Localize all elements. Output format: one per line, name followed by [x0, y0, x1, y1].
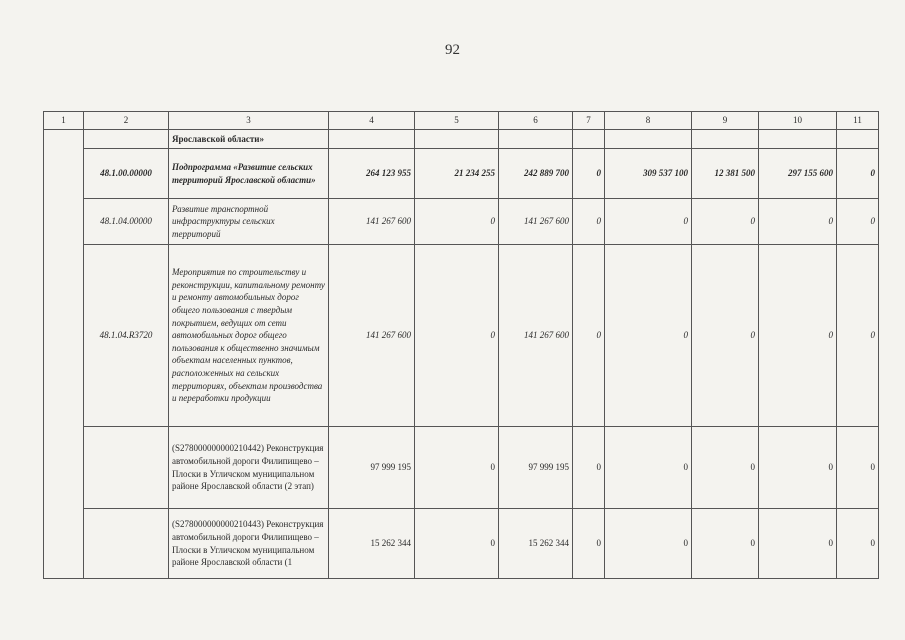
- row-description: Подпрограмма «Развитие сельских территорий Ярославской области»: [169, 149, 329, 199]
- value-col-10: [759, 130, 837, 149]
- value-col-11: 0: [837, 149, 879, 199]
- value-col-4: 97 999 195: [329, 427, 415, 509]
- value-col-10: 297 155 600: [759, 149, 837, 199]
- value-col-4: 15 262 344: [329, 509, 415, 579]
- table-row: [44, 199, 879, 245]
- row-description: (S278000000000210443) Реконструкция автомобильной дороги Филипищево – Плоски в Угличском муниципальном районе Ярославской области (1: [169, 509, 329, 579]
- value-col-7: 0: [573, 199, 605, 245]
- row-code: [84, 130, 169, 149]
- value-col-5: 0: [415, 199, 499, 245]
- value-col-4: [329, 130, 415, 149]
- table-row: [44, 509, 879, 579]
- value-col-4: 141 267 600: [329, 245, 415, 427]
- value-col-9: 12 381 500: [692, 149, 759, 199]
- column-number-11: 11: [837, 112, 879, 130]
- column-number-1: 1: [44, 112, 84, 130]
- column-number-2: 2: [84, 112, 169, 130]
- budget-table: [43, 111, 879, 579]
- page-number: 92: [445, 42, 460, 58]
- value-col-9: [692, 130, 759, 149]
- value-col-6: 97 999 195: [499, 427, 573, 509]
- column-number-7: 7: [573, 112, 605, 130]
- row-description: Ярославской области»: [169, 130, 329, 149]
- value-col-11: 0: [837, 245, 879, 427]
- value-col-6: 141 267 600: [499, 245, 573, 427]
- value-col-10: 0: [759, 199, 837, 245]
- value-col-5: [415, 130, 499, 149]
- value-col-7: 0: [573, 427, 605, 509]
- value-col-11: 0: [837, 509, 879, 579]
- value-col-5: 0: [415, 427, 499, 509]
- row-description: Мероприятия по строительству и реконструкции, капитальному ремонту и ремонту автомобильных дорог общего пользования с твердым покрытием, ведущих от сети автомобильных дорог общего пользования к общественно значимым объектам населенных пунктов, расположенных на сельских территориях, объектам производства и переработки продукции: [169, 245, 329, 427]
- value-col-9: 0: [692, 199, 759, 245]
- column-number-9: 9: [692, 112, 759, 130]
- value-col-8: 0: [605, 427, 692, 509]
- table-row: [44, 245, 879, 427]
- value-col-9: 0: [692, 427, 759, 509]
- value-col-6: 141 267 600: [499, 199, 573, 245]
- value-col-11: 0: [837, 199, 879, 245]
- value-col-8: 0: [605, 509, 692, 579]
- value-col-8: [605, 130, 692, 149]
- value-col-4: 264 123 955: [329, 149, 415, 199]
- value-col-4: 141 267 600: [329, 199, 415, 245]
- value-col-11: [837, 130, 879, 149]
- value-col-7: 0: [573, 149, 605, 199]
- column-number-8: 8: [605, 112, 692, 130]
- row-code: 48.1.04.R3720: [84, 245, 169, 427]
- value-col-10: 0: [759, 427, 837, 509]
- value-col-10: 0: [759, 509, 837, 579]
- value-col-6: 15 262 344: [499, 509, 573, 579]
- value-col-9: 0: [692, 509, 759, 579]
- value-col-5: 0: [415, 245, 499, 427]
- column-number-4: 4: [329, 112, 415, 130]
- table-row: [44, 149, 879, 199]
- row-description: Развитие транспортной инфраструктуры сельских территорий: [169, 199, 329, 245]
- value-col-8: 309 537 100: [605, 149, 692, 199]
- value-col-10: 0: [759, 245, 837, 427]
- value-col-6: [499, 130, 573, 149]
- column-number-6: 6: [499, 112, 573, 130]
- row-code: 48.1.04.00000: [84, 199, 169, 245]
- value-col-5: 21 234 255: [415, 149, 499, 199]
- value-col-7: 0: [573, 245, 605, 427]
- column-number-3: 3: [169, 112, 329, 130]
- value-col-11: 0: [837, 427, 879, 509]
- value-col-6: 242 889 700: [499, 149, 573, 199]
- first-column-cell: [44, 130, 84, 579]
- column-number-10: 10: [759, 112, 837, 130]
- value-col-8: 0: [605, 245, 692, 427]
- column-number-5: 5: [415, 112, 499, 130]
- table-row: [44, 427, 879, 509]
- row-code: [84, 509, 169, 579]
- value-col-7: 0: [573, 509, 605, 579]
- table-row: [44, 130, 879, 149]
- row-code: [84, 427, 169, 509]
- column-number-row: [44, 112, 879, 130]
- value-col-5: 0: [415, 509, 499, 579]
- value-col-7: [573, 130, 605, 149]
- value-col-9: 0: [692, 245, 759, 427]
- row-description: (S278000000000210442) Реконструкция автомобильной дороги Филипищево – Плоски в Угличском муниципальном районе Ярославской области (2 этап): [169, 427, 329, 509]
- value-col-8: 0: [605, 199, 692, 245]
- row-code: 48.1.00.00000: [84, 149, 169, 199]
